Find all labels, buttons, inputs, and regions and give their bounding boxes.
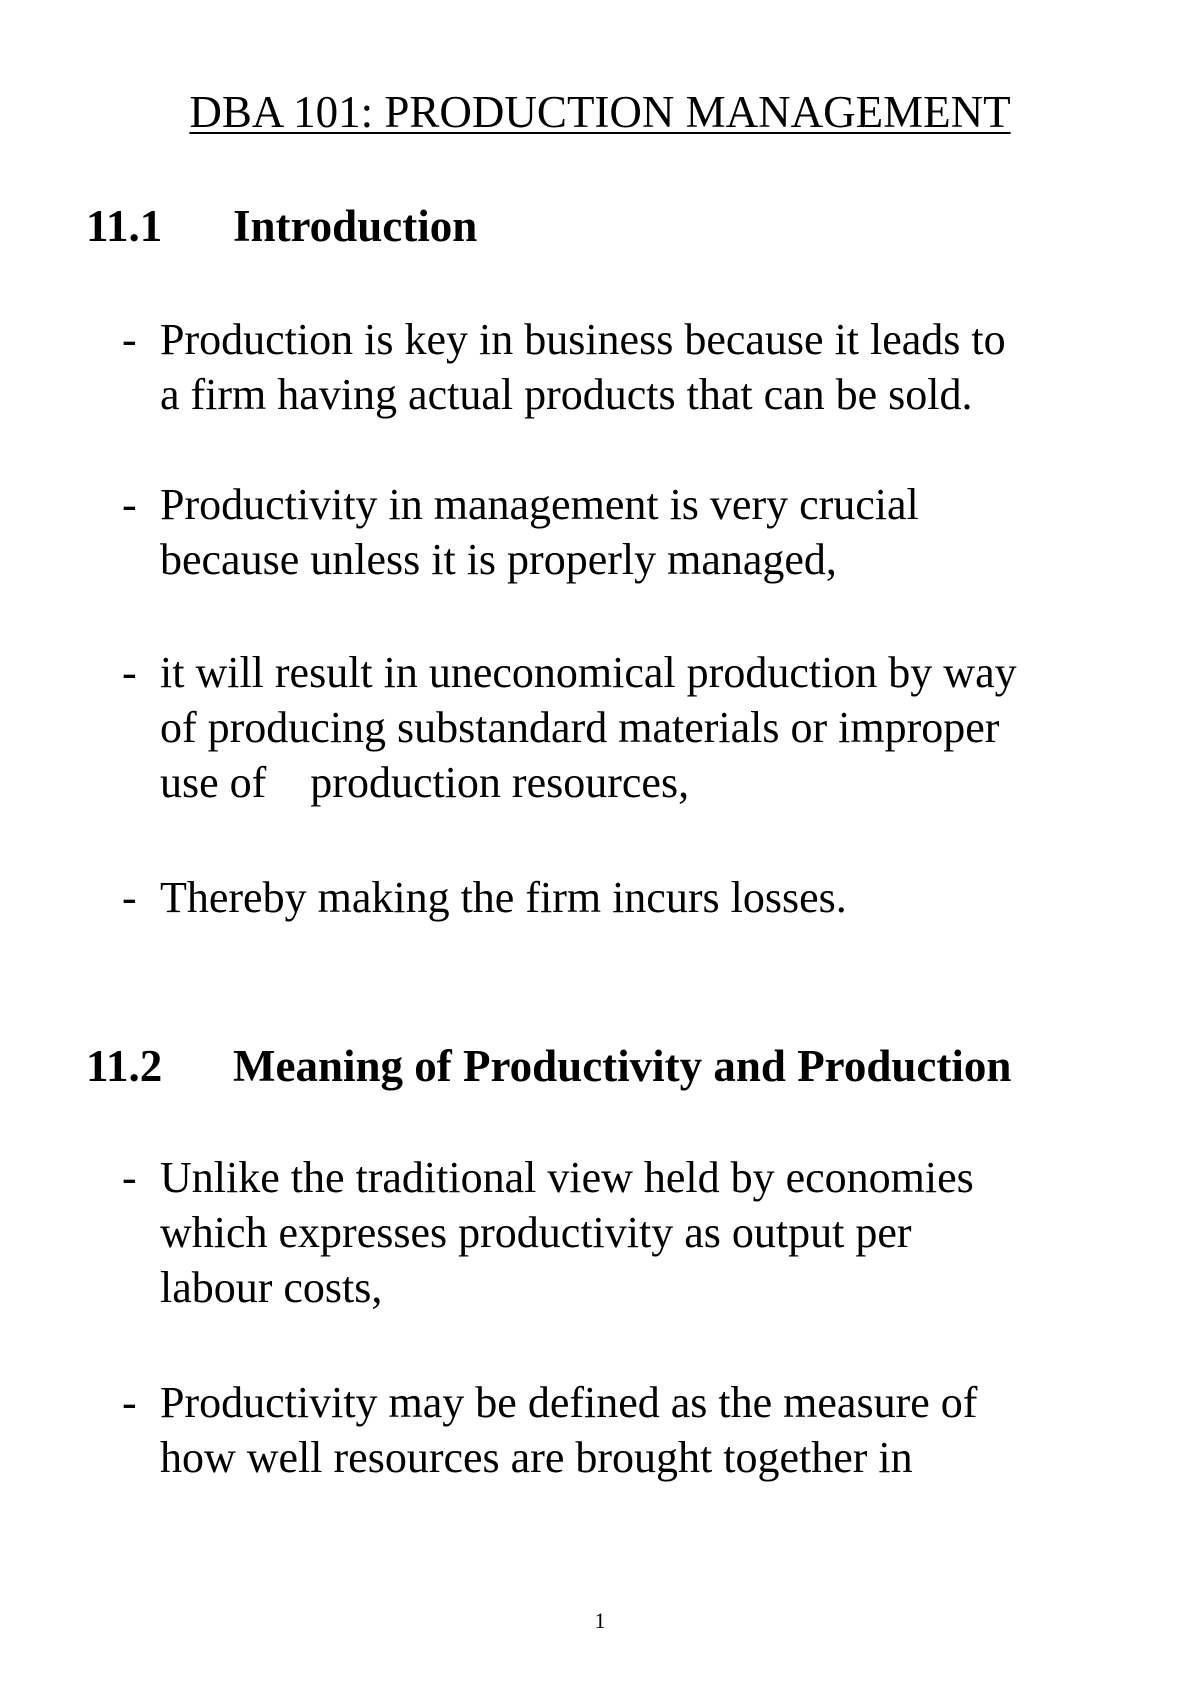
section-number: 11.2 [86, 1041, 163, 1091]
bullet-line: how well resources are brought together in [160, 1433, 913, 1482]
bullet-line: Productivity may be defined as the measure of [160, 1378, 978, 1427]
section-number: 11.1 [86, 201, 163, 251]
section-heading-11-1 [86, 200, 477, 252]
bullet-line: a firm having actual products that can be sold. [160, 370, 973, 419]
document-title: DBA 101: PRODUCTION MANAGEMENT [189, 87, 1011, 137]
bullet-marker: - [122, 315, 137, 364]
bullet-line: Unlike the traditional view held by economies [160, 1153, 974, 1202]
bullet-line: of producing substandard materials or improper [160, 703, 1000, 752]
bullet-item [122, 870, 1122, 925]
bullet-marker: - [122, 1378, 137, 1427]
page-number: 1 [594, 1608, 606, 1633]
bullet-line: which expresses productivity as output per [160, 1208, 912, 1257]
bullet-item [122, 1375, 1122, 1485]
bullet-marker: - [122, 480, 137, 529]
bullet-line: Production is key in business because it leads to [160, 315, 1006, 364]
bullet-line: Productivity in management is very crucial [160, 480, 919, 529]
bullet-item [122, 1150, 1122, 1315]
bullet-line: use of production resources, [160, 758, 690, 807]
bullet-marker: - [122, 648, 137, 697]
bullet-line: it will result in uneconomical production by way [160, 648, 1017, 697]
bullet-item [122, 645, 1122, 810]
bullet-item [122, 477, 1122, 587]
section-title: Meaning of Productivity and Production [233, 1041, 1012, 1091]
section-heading-11-2 [86, 1040, 1011, 1092]
bullet-line: Thereby making the firm incurs losses. [160, 873, 847, 922]
bullet-marker: - [122, 1153, 137, 1202]
section-title: Introduction [233, 201, 478, 251]
bullet-line: because unless it is properly managed, [160, 535, 837, 584]
bullet-item [122, 312, 1122, 422]
bullet-marker: - [122, 873, 137, 922]
bullet-line: labour costs, [160, 1263, 383, 1312]
